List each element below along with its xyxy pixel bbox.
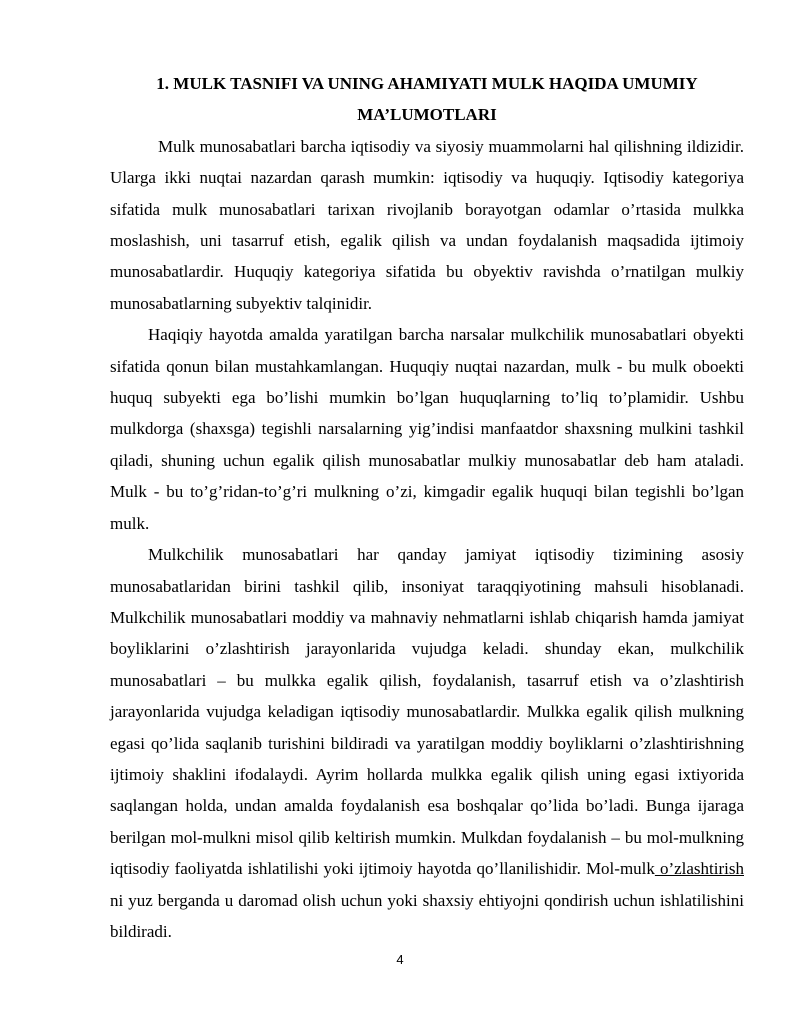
paragraph-3-text-end: ni yuz berganda u daromad olish uchun yoki shaxsiy ehtiyojni qondirish uchun ishlatilishini bildiradi. xyxy=(110,890,744,941)
page-number: 4 xyxy=(396,952,404,967)
document-page xyxy=(110,68,744,947)
paragraph-1: Mulk munosabatlari barcha iqtisodiy va siyosiy muammolarni hal qilishning ildizidir. Ularga ikki nuqtai nazardan qarash mumkin: iqtisodiy va huquqiy. Iqtisodiy kategoriya sifatida mulk munosabatlari tarixan rivojlanib borayotgan odamlar o’rtasida mulkka moslashish, uni tasarruf etish, egalik qilish va undan foydalanish maqsadida ijtimoiy munosabatlardir. Huquqiy kategoriya sifatida bu obyektiv ravishda o’rnatilgan mulkiy munosabatlarning subyektiv talqinidir. xyxy=(110,136,744,313)
ozlashtirish-link[interactable]: o’zlashtirish xyxy=(654,859,744,879)
document-title: 1. MULK TASNIFI VA UNING AHAMIYATI MULK HAQIDA UMUMIY MA’LUMOTLARI xyxy=(156,74,698,125)
paragraph-3-text-start: Mulkchilik munosabatlari har qanday jamiyat iqtisodiy tizimining asosiy munosabatlaridan birini tashkil qilib, insoniyat taraqqiyotining mahsuli hisoblanadi. Mulkchilik munosabatlari moddiy va mahnaviy nehmatlarni ishlab chiqarish hamda jamiyat boyliklarini o’zlashtirish jarayonlarida vujudga keladi. shunday ekan, mulkchilik munosabatlari – bu mulkka egalik qilish, foydalanish, tasarruf etish va o’zlashtirish jarayonlarida vujudga keladigan iqtisodiy munosabatlardir. Mulkka egalik qilish mulkning egasi qo’lida saqlanib turishini bildiradi va yaratilgan moddiy boyliklarni o’zlashtirishning ijtimoiy shaklini ifodalaydi. Ayrim hollarda mulkka egalik qilish uning egasi ixtiyorida saqlangan holda, undan amalda foydalanish esa boshqalar qo’lida bo’ladi. Bunga ijaraga berilgan mol-mulkni misol qilib keltirish mumkin. Mulkdan foydalanish – bu mol-mulkning iqtisodiy faoliyatda ishlatilishi yoki ijtimoiy hayotda qo’llanilishidir. Mol-mulk xyxy=(110,545,744,879)
paragraph-2: Haqiqiy hayotda amalda yaratilgan barcha narsalar mulkchilik munosabatlari obyekti sifatida qonun bilan mustahkamlangan. Huquqiy nuqtai nazardan, mulk - bu mulk oboekti huquq subyekti ega bo’lishi mumkin bo’lgan huquqlarning to’liq to’plamidir. Ushbu mulkdorga (shaxsga) tegishli narsalarning yig’indisi manfaatdor shaxsning mulkini tashkil qiladi, shuning uchun egalik qilish munosabatlar mulkiy munosabatlar deb ham ataladi. Mulk - bu to’g’ridan-to’g’ri mulkning o’zi, kimgadir egalik huquqi bilan tegishli bo’lgan mulk. xyxy=(110,325,744,533)
paragraph-3 xyxy=(110,539,744,947)
